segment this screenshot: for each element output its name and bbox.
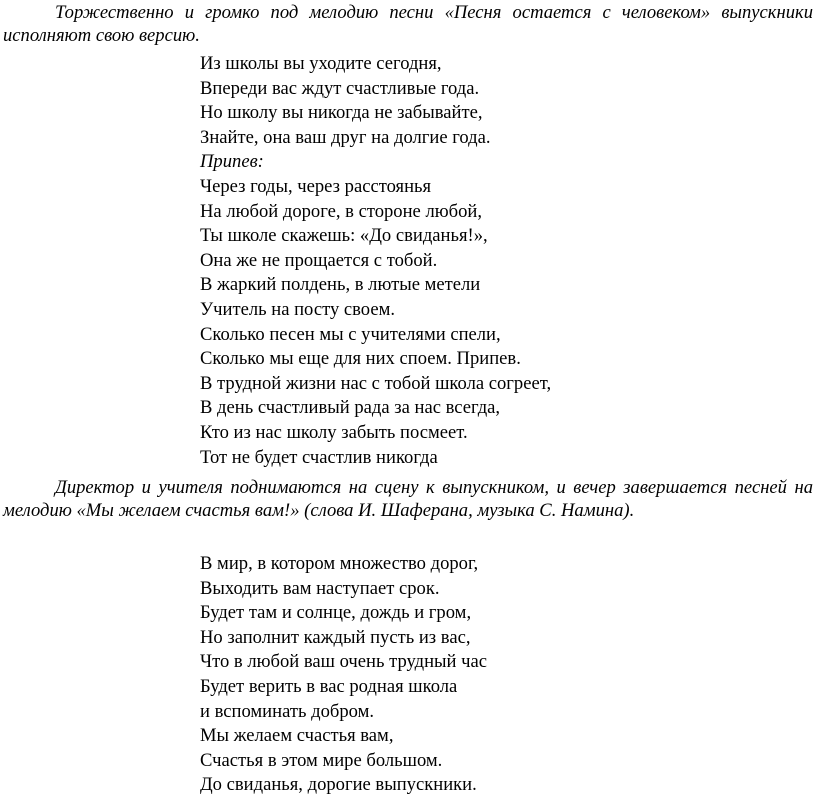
song-1-line: В трудной жизни нас с тобой школа согреет, xyxy=(200,372,552,394)
song-1-line: Учитель на посту своем. xyxy=(200,298,395,320)
song-1-line: В жаркий полдень, в лютые метели xyxy=(200,274,481,296)
song-2-lyrics xyxy=(200,552,800,798)
song-1-line: Впереди вас ждут счастливые года. xyxy=(200,77,480,99)
song-2-line: Будет верить в вас родная школа xyxy=(200,675,458,697)
song-2-line: Счастья в этом мире большом. xyxy=(200,749,443,771)
song-1-line: Кто из нас школу забыть посмеет. xyxy=(200,421,468,443)
intro-paragraph-1 xyxy=(3,2,813,47)
song-1-line: Сколько мы еще для них споем. Припев. xyxy=(200,348,521,370)
song-1-line: В день счастливый рада за нас всегда, xyxy=(200,397,501,419)
song-2-line: До свиданья, дорогие выпускники. xyxy=(200,774,477,796)
song-2-line: Мы желаем счастья вам, xyxy=(200,725,394,747)
song-1-line: На любой дороге, в стороне любой, xyxy=(200,200,482,222)
song-2-line: Выходить вам наступает срок. xyxy=(200,577,440,599)
song-2-line: В мир, в котором множество дорог, xyxy=(200,553,479,574)
song-1-line: Но школу вы никогда не забывайте, xyxy=(200,102,483,124)
intro-paragraph-2-text: Директор и учителя поднимаются на сцену к выпускником, и вечер завершается песней на мелодию «Мы желаем счастья вам!» (слова И. Шаферана, музыка С. Намина). xyxy=(3,477,813,521)
chorus-label: Припев: xyxy=(200,151,264,173)
song-2-line: Что в любой ваш очень трудный час xyxy=(200,651,488,673)
intro-paragraph-1-text: Торжественно и громко под мелодию песни «Песня остается с человеком» выпускники исполняют свою версию. xyxy=(3,2,813,46)
song-1-line: Тот не будет счастлив никогда xyxy=(200,446,438,468)
song-1-line: Сколько песен мы с учителями спели, xyxy=(200,323,501,345)
song-1-line: Ты школе скажешь: «До свиданья!», xyxy=(200,225,488,247)
song-1-line: Знайте, она ваш друг на долгие года. xyxy=(200,126,491,148)
song-2-line: Будет там и солнце, дождь и гром, xyxy=(200,602,472,624)
song-2-line: Но заполнит каждый пусть из вас, xyxy=(200,626,471,648)
song-1-line: Через годы, через расстоянья xyxy=(200,175,432,197)
song-2-line: и вспоминать добром. xyxy=(200,700,374,722)
song-1-line: Она же не прощается с тобой. xyxy=(200,249,438,271)
intro-paragraph-2 xyxy=(3,477,813,522)
song-1-lyrics xyxy=(200,52,800,470)
song-1-line: Из школы вы уходите сегодня, xyxy=(200,53,442,74)
